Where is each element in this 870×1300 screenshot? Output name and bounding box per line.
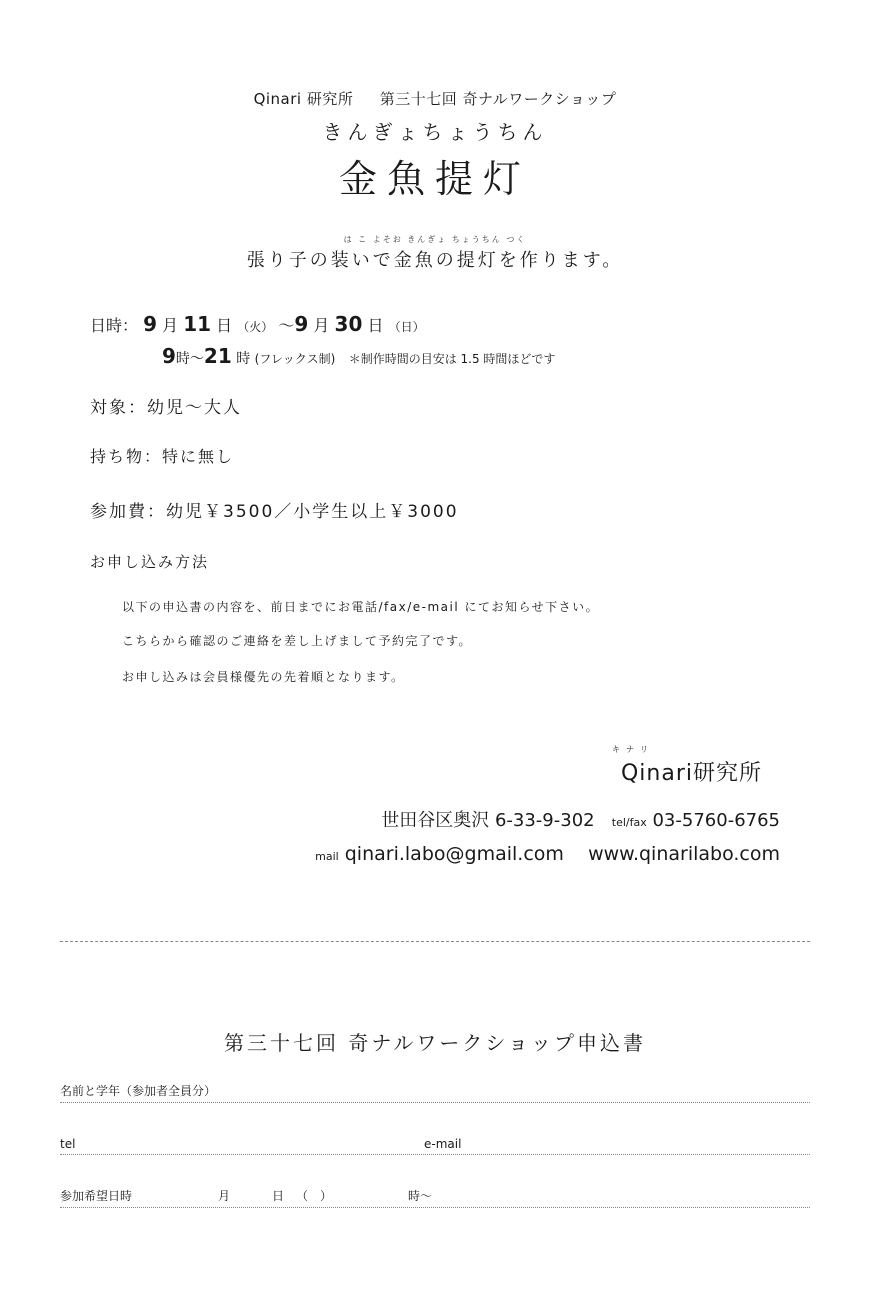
org-name: Qinari研究所 — [620, 761, 762, 786]
header-event: 第三十七回 奇ナルワークショップ — [379, 90, 617, 108]
weekday-paren: （ ） — [296, 1189, 333, 1203]
end-month: 9 — [294, 312, 309, 336]
tel-label: tel/fax — [611, 816, 647, 829]
subtitle-ruby: は こ よそお きんぎょ ちょうちん つく — [343, 235, 527, 244]
cut-line-divider — [60, 941, 810, 942]
date-field-label: 参加希望日時 — [60, 1189, 133, 1203]
form-title: 第三十七回 奇ナルワークショップ申込書 — [224, 1031, 646, 1055]
tilde: ～ — [278, 316, 295, 335]
month-field-label: 月 — [218, 1189, 231, 1203]
header-line — [0, 88, 870, 109]
apply-note-1: 以下の申込書の内容を、前日までにお電話/fax/e-mail にてお知らせ下さい。 — [122, 600, 600, 614]
preferred-date-field[interactable] — [60, 1183, 810, 1208]
website-link[interactable]: www.qinarilabo.com — [588, 843, 780, 865]
title-reading: きんぎょちょうちん — [322, 120, 548, 144]
month-unit-2: 月 — [313, 316, 330, 335]
time-tilde: ～ — [189, 351, 204, 367]
day-field-label: 日 — [272, 1189, 285, 1203]
time-end: 21 — [203, 344, 232, 368]
end-weekday: （日） — [388, 320, 425, 334]
schedule-label: 日時： — [90, 316, 139, 335]
items-to-bring: 持ち物：特に無し — [90, 447, 235, 466]
name-grade-field[interactable] — [60, 1078, 810, 1103]
month-unit: 月 — [162, 316, 179, 335]
apply-note-3: お申し込みは会員様優先の先着順となります。 — [122, 670, 405, 684]
schedule-times — [162, 344, 555, 368]
start-day: 11 — [183, 312, 212, 336]
org-ruby: キナリ — [612, 745, 654, 754]
hour-field-label: 時～ — [408, 1189, 433, 1203]
start-month: 9 — [143, 312, 158, 336]
address: 世田谷区奥沢 6-33-9-302 — [381, 810, 595, 831]
apply-note-2: こちらから確認のご連絡を差し上げまして予約完了です。 — [122, 634, 473, 648]
contact-field[interactable] — [60, 1130, 810, 1155]
subtitle: 張り子の装いで金魚の提灯を作ります。 — [246, 250, 624, 271]
target-audience: 対象：幼児～大人 — [90, 398, 242, 418]
apply-heading: お申し込み方法 — [90, 553, 210, 571]
flex-note: (フレックス制) — [254, 352, 336, 366]
day-unit-2: 日 — [367, 316, 384, 335]
participation-fee: 参加費：幼児￥3500／小学生以上￥3000 — [90, 502, 459, 522]
email-link[interactable]: qinari.labo@gmail.com — [344, 843, 564, 865]
mail-label: mail — [315, 850, 339, 863]
page-title: 金魚提灯 — [338, 157, 531, 201]
header-org: Qinari 研究所 — [253, 90, 354, 108]
email-field-label: e-mail — [424, 1137, 462, 1151]
address-line — [381, 806, 780, 832]
schedule-dates — [90, 312, 425, 336]
name-grade-label: 名前と学年（参加者全員分） — [60, 1084, 217, 1098]
time-unit: 時 — [175, 351, 190, 367]
time-unit-2: 時 — [236, 351, 251, 367]
tel-field-label: tel — [60, 1137, 76, 1151]
contact-line — [315, 843, 780, 865]
duration-note: ＊制作時間の目安は 1.5 時間ほどです — [348, 352, 556, 366]
start-weekday: （火） — [237, 320, 274, 334]
tel-number: 03-5760-6765 — [652, 810, 780, 831]
end-day: 30 — [334, 312, 363, 336]
day-unit: 日 — [216, 316, 233, 335]
time-start: 9 — [162, 344, 176, 368]
